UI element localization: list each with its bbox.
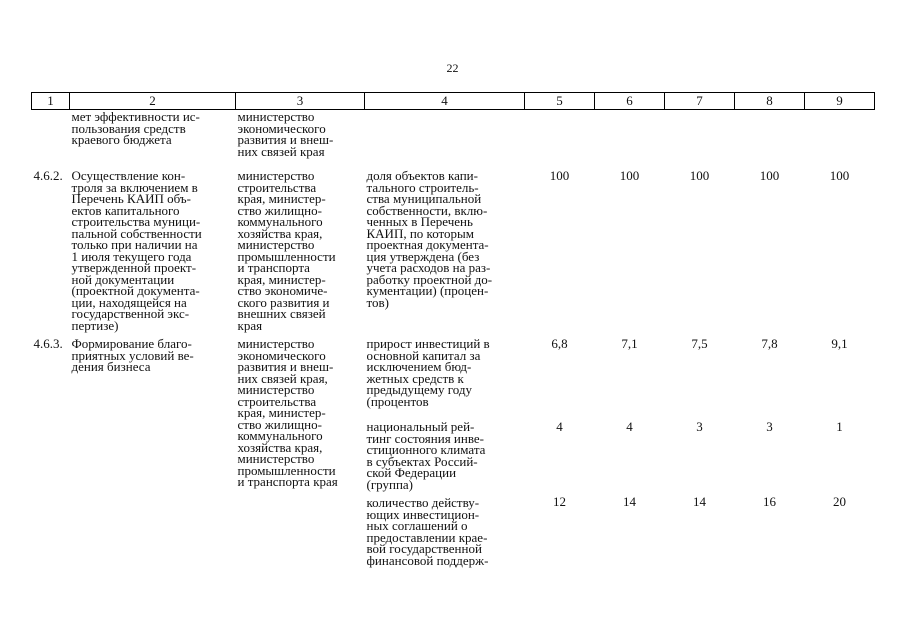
indicator-value: 16 — [763, 494, 776, 509]
indicator-value: 7,8 — [761, 336, 778, 351]
indicator-value: 100 — [759, 168, 780, 183]
table-row — [32, 110, 875, 158]
col-header-5: 5 — [525, 93, 595, 110]
value-year-7 — [665, 157, 735, 331]
col-header-4: 4 — [365, 93, 525, 110]
value-year-9 — [805, 331, 875, 566]
col-header-3: 3 — [236, 93, 365, 110]
indicator-value: 12 — [553, 494, 566, 509]
indicators — [365, 157, 525, 331]
indicator-text: национальный рей- тинг состояния инве- стиционного климата в субъектах Россий- ской Федерации (группа) — [366, 419, 486, 492]
indicator-value: 100 — [619, 168, 640, 183]
indicator-text: доля объектов капи- тального строитель- ства муниципальной собственности, вклю- ченных в Перечень КАИП, по которым проектная документа- ция утверждена (без учета расходов на раз- работку проектной до- кументации) (процен- тов) — [366, 168, 493, 310]
indicator-value: 3 — [696, 418, 703, 434]
table-body — [32, 110, 875, 567]
indicator-value: 7,1 — [621, 336, 638, 351]
value-year-9 — [805, 157, 875, 331]
page-number: 22 — [446, 61, 459, 75]
col-header-7: 7 — [665, 93, 735, 110]
value-year-6 — [595, 157, 665, 331]
value-year-6 — [595, 331, 665, 566]
value-year-7 — [665, 110, 735, 158]
table-row — [32, 157, 875, 331]
indicator-value: 6,8 — [551, 336, 568, 351]
value-year-7 — [665, 331, 735, 566]
col-header-8: 8 — [735, 93, 805, 110]
value-year-6 — [595, 110, 665, 158]
measure-number: 4.6.2. — [33, 168, 63, 183]
indicator-value: 100 — [549, 168, 570, 183]
value-year-5 — [525, 157, 595, 331]
header-row — [32, 93, 875, 110]
indicator-value: 100 — [689, 168, 710, 183]
col-header-2: 2 — [70, 93, 236, 110]
measure-number — [32, 110, 70, 158]
measure-name: мет эффективности ис- пользования средств краевого бюджета — [71, 109, 200, 147]
col-header-6: 6 — [595, 93, 665, 110]
indicator-text: количество действу- ющих инвестицион- ных соглашений о предоставлении крае- вой государственной финансовой поддерж- — [366, 495, 489, 568]
indicator-value: 14 — [623, 494, 636, 509]
value-year-8 — [735, 157, 805, 331]
measure-name: Формирование благо- приятных условий ве- дения бизнеса — [71, 336, 194, 374]
value-year-9 — [805, 110, 875, 158]
program-table — [31, 92, 875, 566]
value-year-5 — [525, 331, 595, 566]
indicator-value: 4 — [626, 418, 633, 434]
indicator-value: 100 — [829, 168, 850, 183]
indicator-value: 14 — [693, 494, 706, 509]
indicators — [365, 331, 525, 566]
col-header-9: 9 — [805, 93, 875, 110]
measure-name: Осуществление кон- троля за включением в Перечень КАИП объ- ектов капитального строительства муници- пальной собственности только при наличии на 1 июля текущего года утвержденной проект- ной документации (проектной документа- ции, находящейся на государственной экс- пертизе) — [71, 168, 202, 333]
indicator-text: прирост инвестиций в основной капитал за исключением бюд- жетных средств к предыдущему году (процентов — [366, 336, 490, 409]
indicator-value: 9,1 — [831, 336, 848, 351]
measure-number: 4.6.3. — [33, 336, 63, 351]
indicators — [365, 110, 525, 158]
executor: министерство строительства края, министер- ство жилищно- коммунального хозяйства края, министерство промышленности и транспорта края, министер- ство экономиче- ского развития и внешних связей края — [237, 168, 336, 333]
executor: министерство экономического развития и внеш- них связей края, министерство строительства края, министер- ство жилищно- коммунального хозяйства края, министерство промышленности и транспорта края — [237, 336, 338, 489]
indicator-value: 1 — [836, 418, 843, 434]
value-year-8 — [735, 110, 805, 158]
indicator-value: 7,5 — [691, 336, 708, 351]
table-row — [32, 331, 875, 566]
indicator-value: 3 — [766, 418, 773, 434]
executor: министерство экономического развития и внеш- них связей края — [237, 109, 334, 159]
indicator-value: 20 — [833, 494, 846, 509]
value-year-8 — [735, 331, 805, 566]
indicator-value: 4 — [556, 418, 563, 434]
value-year-5 — [525, 110, 595, 158]
col-header-1: 1 — [32, 93, 70, 110]
